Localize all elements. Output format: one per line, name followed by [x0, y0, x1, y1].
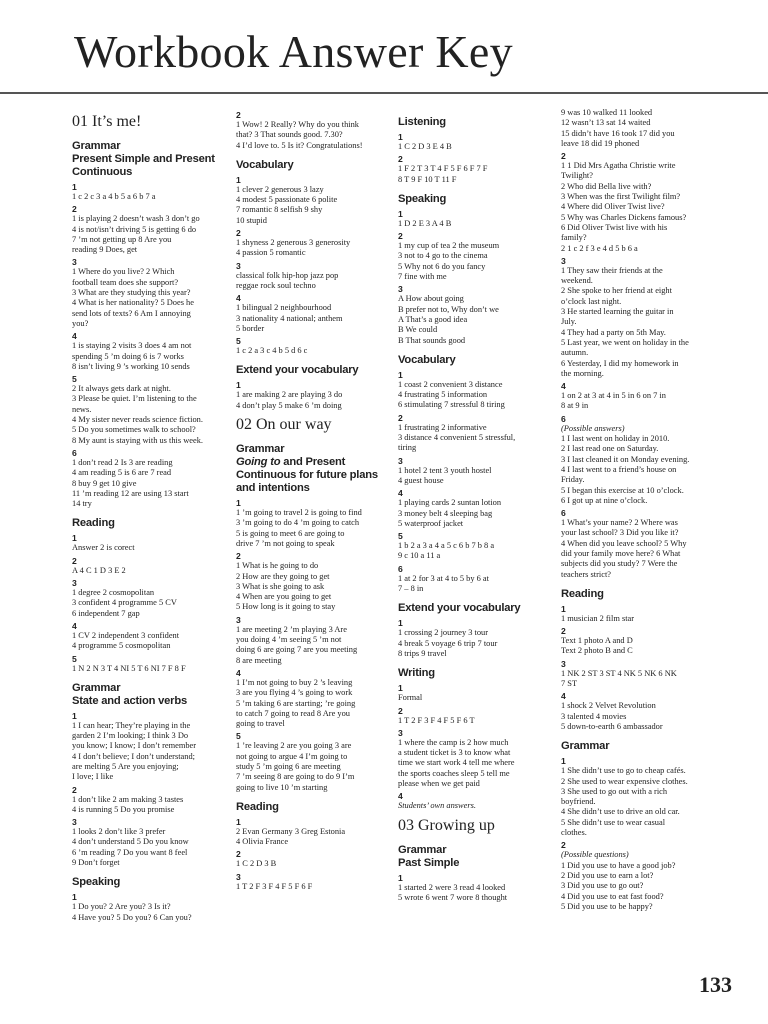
answer-text: 1 Do you? 2 Are you? 3 Is it? 4 Have you? 5 Do you? 6 Can you?	[72, 902, 192, 922]
answer-text: 1 don’t like 2 am making 3 tastes 4 is running 5 Do you promise	[72, 794, 184, 814]
section-heading: Reading	[561, 587, 604, 600]
exercise-number: 4	[398, 488, 403, 499]
section-heading: Grammar Present Simple and Present Continuous	[72, 140, 215, 178]
exercise-number: 1	[72, 710, 77, 721]
exercise-number: 1	[236, 816, 241, 827]
exercise-number: 2	[72, 204, 77, 215]
answer-text: 1 don’t read 2 Is 3 are reading 4 am reading 5 is 6 are 7 read 8 buy 9 get 10 give 11 ’m reading 12 are using 13 start 14 try	[72, 457, 189, 509]
answer-text: 1 started 2 were 3 read 4 looked 5 wrote 6 went 7 wore 8 thought	[398, 882, 508, 902]
answer-text: 1 looks 2 don’t like 3 prefer 4 don’t understand 5 Do you know 6 ’m reading 7 Do you want 8 feel 9 Don’t forget	[72, 827, 189, 868]
answer-text: 1 F 2 T 3 T 4 F 5 F 6 F 7 F 8 T 9 F 10 T 11 F	[398, 164, 488, 184]
answer-text: 1 at 2 for 3 at 4 to 5 by 6 at 7 – 8 in	[398, 573, 489, 594]
answer-text: 1 She didn’t use to go to cheap cafés. 2 She used to wear expensive clothes. 3 She used to go out with a rich boyfriend. 4 She didn’t use to drive an old car. 5 She didn’t use to wear casual clothes.	[561, 766, 688, 838]
answer-text: 1 Wow! 2 Really? Why do you think that? 3 That sounds good. 7.30? 4 I’d love to. 5 Is it? Congratulations!	[236, 120, 363, 150]
answer-text: 1 frustrating 2 informative 3 distance 4 convenient 5 stressful, tiring	[398, 422, 516, 453]
section-heading: Extend your vocabulary	[236, 364, 359, 377]
answer-text: 1 shyness 2 generous 3 generosity 4 passion 5 romantic	[236, 238, 351, 258]
answer-note: (Possible answers)	[561, 423, 625, 433]
exercise-number: 2	[398, 231, 403, 242]
exercise-number: 6	[561, 413, 566, 424]
exercise-number: 3	[398, 727, 403, 738]
section-heading: Reading	[236, 800, 279, 813]
exercise-number: 3	[561, 255, 566, 266]
answer-text: 1 Did you use to have a good job? 2 Did you use to earn a lot? 3 Did you use to go out? 4 Did you use to eat fast food? 5 Did you use to be happy?	[561, 860, 676, 911]
answer-text: 1 Where do you live? 2 Which football team does she support? 3 What are they studying this year? 4 What is her nationality? 5 Does he send lots of texts? 6 Am I annoying you?	[72, 267, 194, 328]
answer-text: 1 shock 2 Velvet Revolution 3 talented 4 movies 5 down-to-earth 6 ambassador	[561, 701, 663, 731]
section-heading: Speaking	[398, 192, 447, 205]
answer-text: classical folk hip-hop jazz pop reggae rock soul techno	[236, 270, 339, 290]
exercise-number: 2	[236, 228, 241, 239]
answer-note: (Possible questions)	[561, 850, 629, 860]
column-1	[72, 108, 230, 923]
column-2	[236, 108, 394, 892]
exercise-number: 2	[561, 840, 566, 851]
answer-text: 1 playing cards 2 suntan lotion 3 money belt 4 sleeping bag 5 waterproof jacket	[398, 498, 502, 528]
answer-text: 1 I can hear; They’re playing in the garden 2 I’m looking; I think 3 Do you know; I know; I don’t remember 4 I don’t believe; I don’t understand; are melting 5 Are you enjoying; I love; I like	[72, 720, 197, 782]
exercise-number: 2	[236, 551, 241, 562]
exercise-number: 3	[72, 817, 77, 828]
answer-text: 1 c 2 c 3 a 4 b 5 a 6 b 7 a	[72, 192, 156, 201]
exercise-number: 5	[398, 531, 403, 542]
column-3	[398, 108, 556, 903]
exercise-number: 3	[236, 260, 241, 271]
exercise-number: 1	[561, 603, 566, 614]
answer-text: 1 are making 2 are playing 3 do 4 don’t play 5 make 6 ’m doing	[236, 390, 343, 410]
answer-text: A 4 C 1 D 3 E 2	[72, 565, 126, 575]
exercise-number: 5	[72, 653, 77, 664]
answer-text: 1 NK 2 ST 3 ST 4 NK 5 NK 6 NK 7 ST	[561, 668, 677, 689]
exercise-number: 3	[72, 578, 77, 589]
page-title: Workbook Answer Key	[74, 26, 513, 77]
exercise-number: 5	[72, 374, 77, 385]
answer-text: 1 are meeting 2 ’m playing 3 Are you doing 4 ’m seeing 5 ’m not doing 6 are going 7 are you meeting 8 are meeting	[236, 624, 358, 665]
exercise-number: 1	[398, 132, 403, 142]
answer-text: 1 clever 2 generous 3 lazy 4 modest 5 passionate 6 polite 7 romantic 8 selfish 9 shy 10 stupid	[236, 184, 338, 225]
answer-text: Answer 2 is corect	[72, 543, 135, 553]
answer-text: 1 T 2 F 3 F 4 F 5 F 6 T	[398, 715, 475, 725]
exercise-number: 1	[398, 872, 403, 883]
exercise-number: 2	[72, 555, 77, 566]
exercise-number: 1	[72, 182, 77, 192]
exercise-number: 4	[72, 331, 77, 342]
answer-text: 1 ’re leaving 2 are you going 3 are not going to argue 4 I’m going to study 5 ’m going 6 are meeting 7 ’m seeing 8 are going to do 9 I’m going to live 10 ’m starting	[236, 741, 355, 792]
unit-heading: 02 On our way	[236, 416, 332, 434]
exercise-number: 2	[398, 412, 403, 423]
answer-text: 1 c 2 a 3 c 4 b 5 d 6 c	[236, 346, 308, 356]
exercise-number: 1	[398, 208, 403, 219]
answer-text: 1 D 2 E 3 A 4 B	[398, 218, 452, 228]
answer-text: A How about going B prefer not to, Why don’t we A That’s a good idea B We could B That sounds good	[398, 294, 499, 345]
exercise-number: 4	[561, 691, 566, 702]
answer-text: 1 is playing 2 doesn’t wash 3 don’t go 4 is not/isn’t driving 5 is getting 6 do 7 ’m not getting up 8 Are you reading 9 Does, get	[72, 214, 200, 255]
exercise-number: 6	[561, 508, 566, 519]
exercise-number: 2	[561, 626, 566, 637]
exercise-number: 2	[398, 705, 403, 716]
section-heading: Grammar Going to and Present Continuous for future plans and intentions	[236, 443, 378, 495]
exercise-number: 2	[236, 110, 241, 120]
answer-text: 1 degree 2 cosmopolitan 3 confident 4 programme 5 CV 6 independent 7 gap	[72, 588, 177, 618]
exercise-number: 3	[398, 284, 403, 295]
exercise-number: 2	[72, 784, 77, 795]
answer-text: 1 T 2 F 3 F 4 F 5 F 6 F	[236, 881, 313, 891]
exercise-number: 5	[236, 731, 241, 742]
answer-text: 1 C 2 D 3 E 4 B	[398, 142, 452, 151]
answer-text: 1 on 2 at 3 at 4 in 5 in 6 on 7 in 8 at 9 in	[561, 391, 666, 411]
answer-text: 1 1 Did Mrs Agatha Christie write Twilight? 2 Who did Bella live with? 3 When was the first Twilight film? 4 Where did Oliver Twist live? 5 Why was Charles Dickens famous? 6 Did Oliver Twist live with his family? 2 1 c 2 f 3 e 4 d 5 b 6 a	[561, 161, 687, 253]
exercise-number: 4	[72, 620, 77, 631]
exercise-number: 1	[236, 174, 241, 185]
answer-text: 1 is staying 2 visits 3 does 4 am not spending 5 ’m doing 6 is 7 works 8 isn’t living 9 ’s working 10 sends	[72, 341, 192, 371]
answer-text: 1 CV 2 independent 3 confident 4 programme 5 cosmopolitan	[72, 630, 180, 651]
section-heading: Speaking	[72, 876, 121, 889]
answer-text: 1 my cup of tea 2 the museum 3 not to 4 go to the cinema 5 Why not 6 do you fancy 7 fine with me	[398, 241, 500, 282]
exercise-number: 3	[72, 257, 77, 268]
answer-text: 1 I last went on holiday in 2010. 2 I last read one on Saturday. 3 I last cleaned it on Monday evening. 4 I last went to a friend’s house on Friday. 5 I began this exercise at 10 o’clock. 6 I got up at nine o’clock.	[561, 434, 690, 505]
answer-text: 1 b 2 a 3 a 4 a 5 c 6 b 7 b 8 a 9 c 10 a 11 a	[398, 541, 495, 561]
section-heading: Extend your vocabulary	[398, 602, 521, 615]
exercise-number: 1	[398, 683, 403, 694]
exercise-number: 3	[236, 614, 241, 625]
title-divider	[0, 92, 768, 94]
exercise-number: 1	[72, 533, 77, 544]
answer-text: 1 coast 2 convenient 3 distance 4 frustrating 5 information 6 stimulating 7 stressful 8 tiring	[398, 379, 505, 410]
page-number: 133	[699, 972, 732, 997]
unit-heading: 03 Growing up	[398, 816, 495, 834]
exercise-number: 4	[236, 667, 241, 678]
section-heading: Grammar State and action verbs	[72, 681, 187, 707]
exercise-number: 4	[561, 381, 566, 392]
exercise-number: 1	[398, 618, 403, 629]
section-heading: Listening	[398, 116, 446, 128]
answer-text: 1 I’m not going to buy 2 ’s leaving 3 are you flying 4 ’s going to work 5 ’m taking 6 are starting; ’re going to catch 7 going to read 8 Are you going to travel	[236, 677, 356, 729]
answer-text: 1 N 2 N 3 T 4 NI 5 T 6 NI 7 F 8 F	[72, 663, 186, 673]
answer-text: 1 What’s your name? 2 Where was your last school? 3 Did you like it? 4 When did you leave school? 5 Why did your family move here? 6 What subjects did you study? 7 Were the teachers strict?	[561, 518, 687, 579]
exercise-number: 2	[236, 849, 241, 860]
exercise-number: 2	[398, 154, 403, 165]
exercise-number: 1	[398, 369, 403, 380]
answer-text: 1 where the camp is 2 how much a student ticket is 3 to know what time we start work 4 tell me where the sports coaches sleep 5 tell me please when we get paid	[398, 737, 515, 788]
answer-text: 1 hotel 2 tent 3 youth hostel 4 guest house	[398, 465, 492, 485]
section-heading: Writing	[398, 667, 435, 680]
exercise-number: 3	[398, 455, 403, 466]
exercise-number: 4	[236, 293, 241, 304]
answer-text: 2 It always gets dark at night. 3 Please be quiet. I’m listening to the news. 4 My sister never reads science fiction. 5 Do you sometimes walk to school? 8 My aunt is staying with us this week.	[72, 384, 203, 445]
answer-text: 1 musician 2 film star	[561, 613, 635, 623]
section-heading: Grammar Past Simple	[398, 843, 460, 869]
answer-text: Text 1 photo A and D Text 2 photo B and C	[561, 636, 633, 656]
exercise-number: 3	[561, 658, 566, 669]
section-heading: Grammar	[561, 740, 610, 753]
section-heading: Vocabulary	[236, 158, 294, 171]
exercise-number: 6	[398, 563, 403, 574]
exercise-number: 1	[236, 380, 241, 391]
column-4	[561, 108, 721, 912]
exercise-number: 4	[398, 791, 403, 802]
answer-text: 1 ’m going to travel 2 is going to find 3 ’m going to do 4 ’m going to catch 5 is going to meet 6 are going to drive 7 ’m not going to speak	[236, 508, 362, 548]
exercise-number: 5	[236, 336, 241, 347]
answer-text: 9 was 10 walked 11 looked 12 wasn’t 13 sat 14 waited 15 didn’t have 16 took 17 did you leave 18 did 19 phoned	[561, 108, 675, 148]
answer-text: Formal	[398, 693, 423, 703]
answer-text: 1 bilingual 2 neighbourhood 3 nationality 4 national; anthem 5 border	[236, 303, 343, 333]
answer-text: 1 C 2 D 3 B	[236, 859, 277, 869]
unit-heading: 01 It’s me!	[72, 113, 142, 130]
exercise-number: 2	[561, 151, 566, 162]
answer-text: 2 Evan Germany 3 Greg Estonia 4 Olivia France	[236, 826, 346, 847]
answer-text: 1 What is he going to do 2 How are they going to get 3 What is she going to ask 4 When are you going to get 5 How long is it going to stay	[236, 561, 336, 612]
answer-text: 1 They saw their friends at the weekend. 2 She spoke to her friend at eight o’clock last night. 3 He started learning the guitar in July. 4 They had a party on 5th May. 5 Last year, we went on holiday in the autumn. 6 Yesterday, I did my homework in the morning.	[561, 265, 689, 378]
exercise-number: 1	[236, 498, 241, 509]
section-heading: Reading	[72, 517, 115, 530]
answer-note: Students’ own answers.	[398, 801, 476, 811]
exercise-number: 3	[236, 871, 241, 882]
section-heading: Vocabulary	[398, 353, 456, 366]
exercise-number: 1	[72, 892, 77, 903]
exercise-number: 1	[561, 756, 566, 767]
exercise-number: 6	[72, 447, 77, 458]
answer-text: 1 crossing 2 journey 3 tour 4 break 5 voyage 6 trip 7 tour 8 trips 9 travel	[398, 628, 498, 658]
